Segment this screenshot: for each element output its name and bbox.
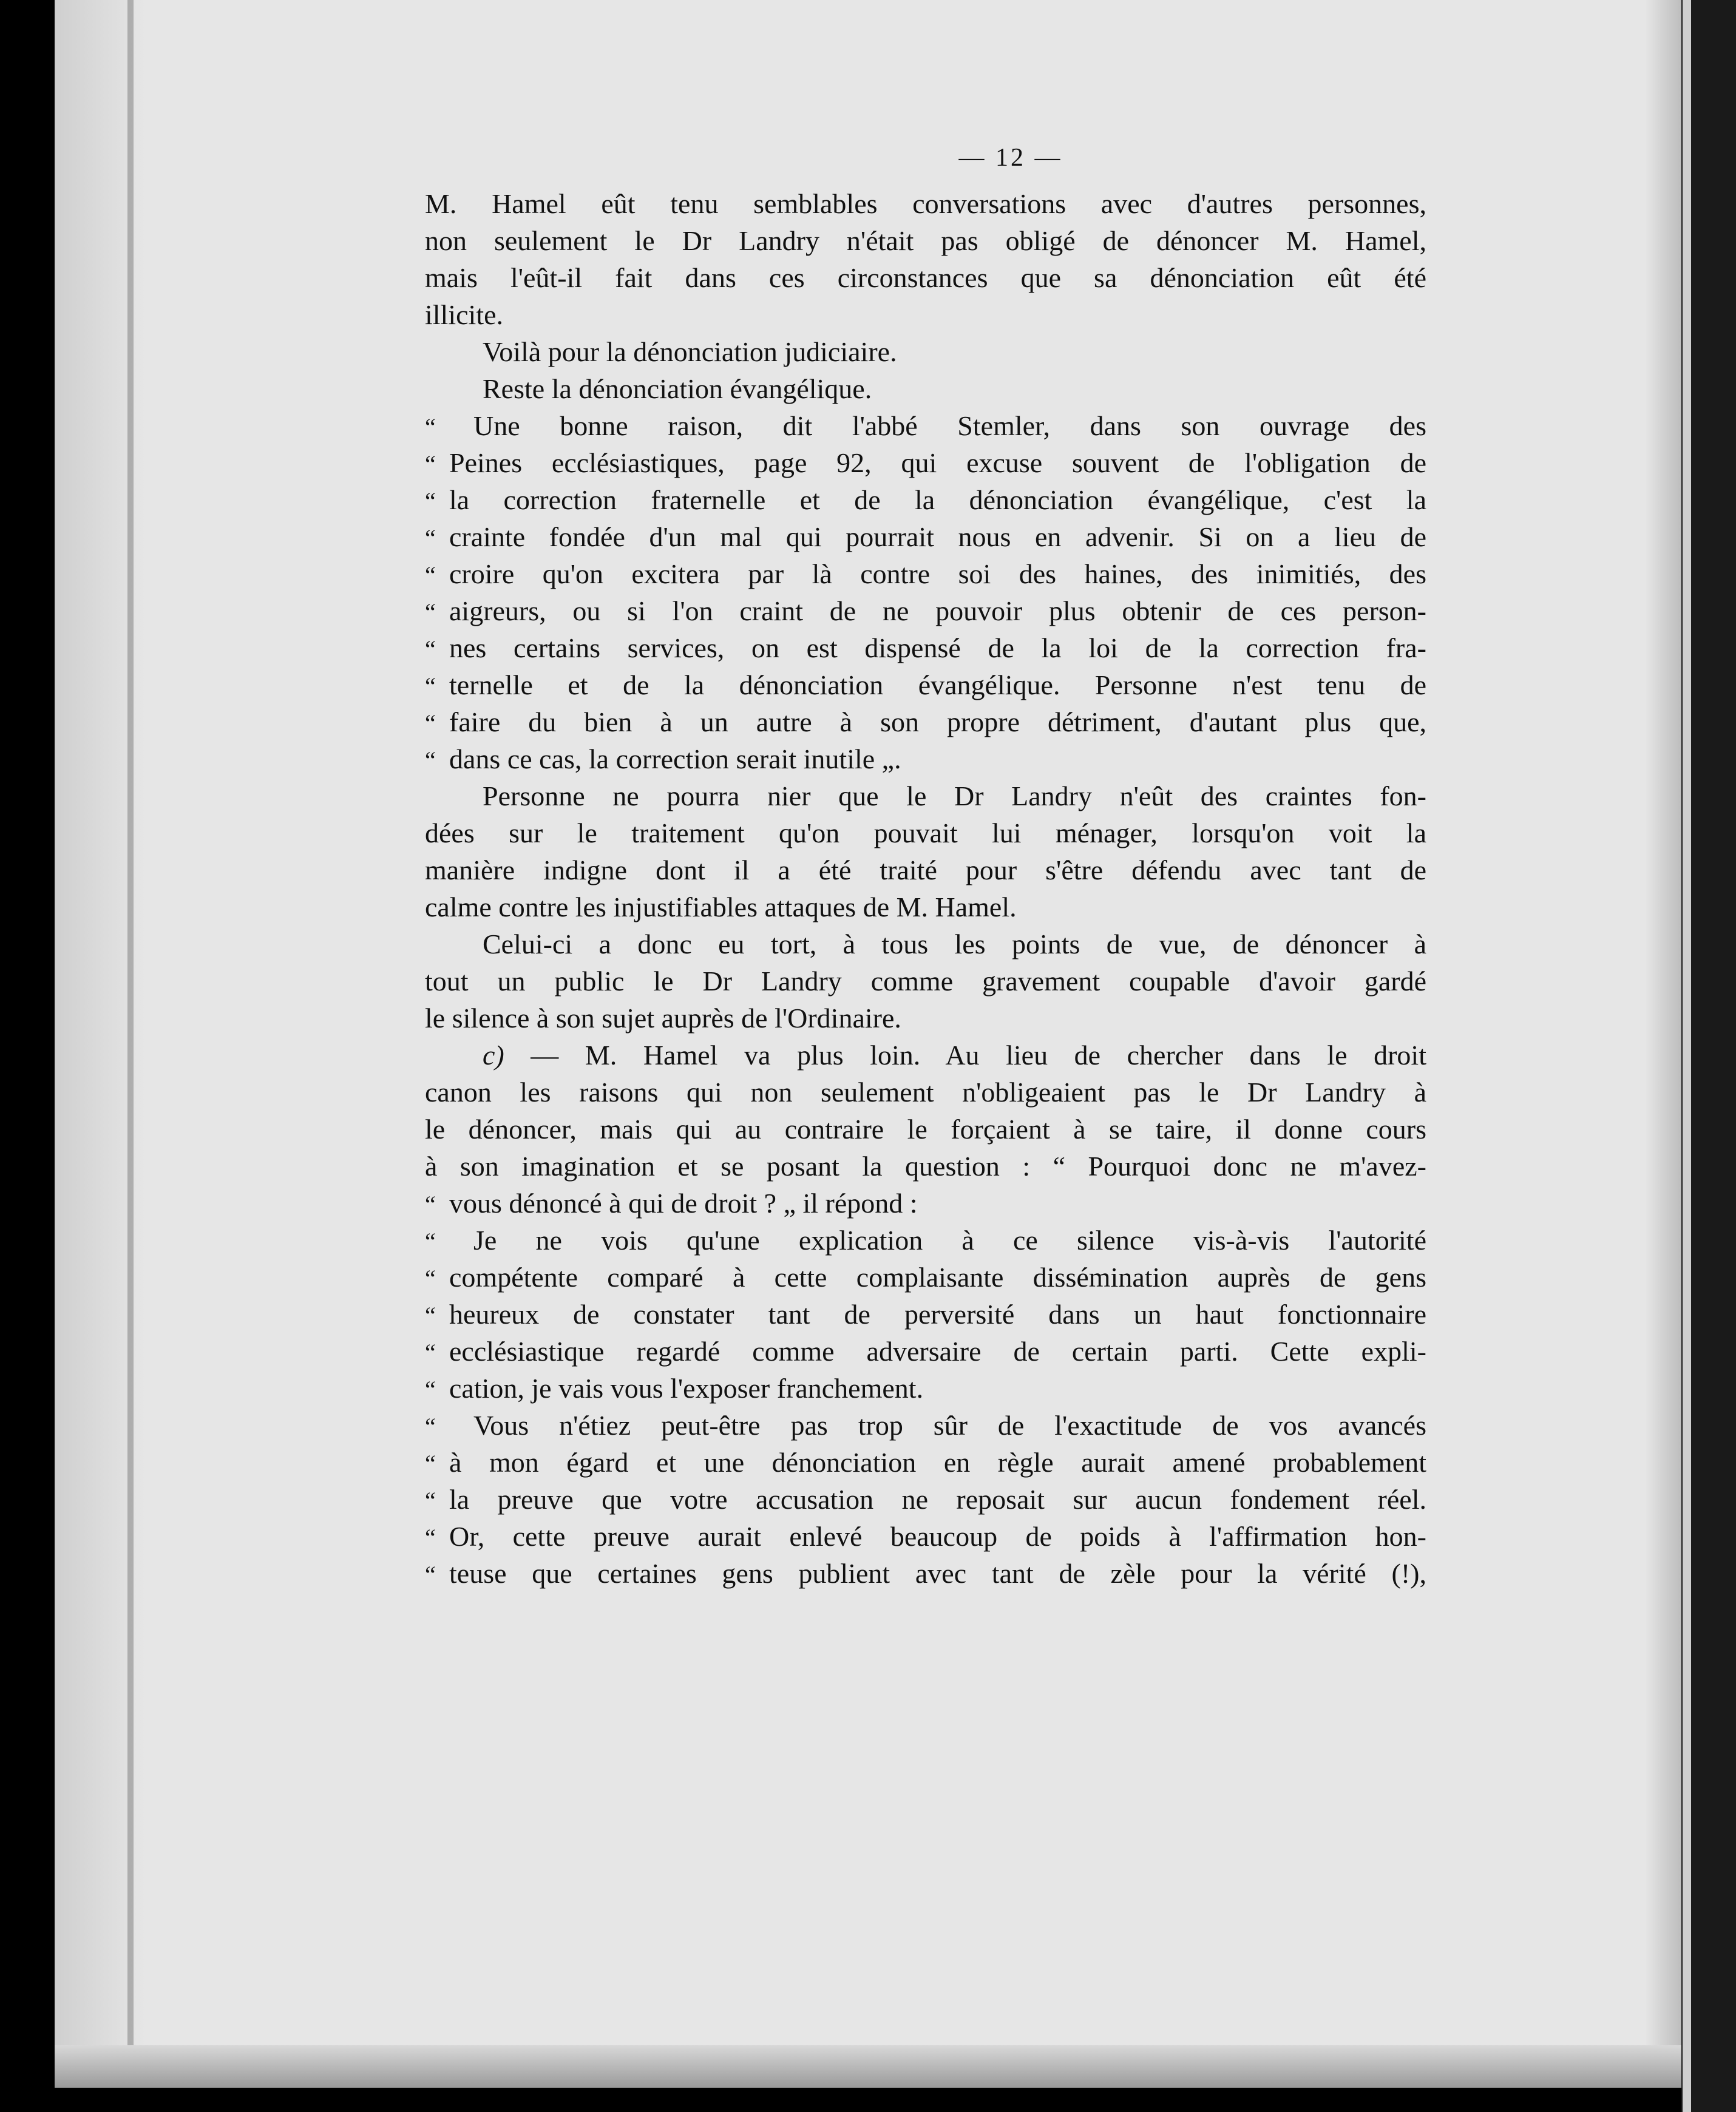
line-text: ecclésiastique regardé comme adversaire de [449, 1336, 1072, 1367]
line-text: à mon égard et une dénonciation en règle aurait amené probablement [449, 1447, 1426, 1478]
quoted-line-text [449, 1185, 1426, 1222]
line-text: vous dénoncé à qui de droit ? „ il répond : [449, 1188, 918, 1219]
quote-mark: “ [425, 709, 436, 737]
quoted-line-text [449, 629, 1426, 666]
page-edge-bottom [55, 2045, 1681, 2088]
quote-mark: “ [425, 524, 436, 552]
quote-mark: “ [425, 413, 436, 441]
line-text: dées sur le traitement qu'on pouvait lui ménager, lorsqu'on voit la [425, 817, 1426, 848]
line-text: croire qu'on excitera par là contre soi des haines, des inimitiés, des [449, 558, 1426, 589]
line-text: tout un public le Dr Landry comme gravement coupable d'avoir gardé [425, 966, 1426, 997]
line-text: à son imagination et se posant la question : “ Pourquoi donc ne m'avez- [425, 1151, 1426, 1182]
line-text: le silence à son sujet auprès de l'Ordinaire. [425, 1003, 901, 1034]
quote-mark: “ [425, 1191, 436, 1218]
quote-mark: “ [425, 1487, 436, 1514]
quoted-line-text [449, 555, 1426, 592]
text-line [425, 1000, 1426, 1037]
line-text: dissémination auprès de gens [1003, 1262, 1426, 1293]
line-text: Reste la dénonciation évangélique. [483, 373, 872, 404]
smallcaps-text: certain parti. [1071, 1336, 1238, 1367]
line-text: Je ne vois qu'une explication à ce silence vis-à-vis l'autorité [473, 1225, 1426, 1256]
quoted-line-text [449, 1555, 1426, 1592]
text-line [425, 370, 1426, 407]
line-text: illicite. [425, 299, 504, 330]
quoted-line [425, 629, 1426, 666]
line-text: non seulement le Dr Landry n'était pas obligé de dénoncer M. Hamel, [425, 225, 1426, 256]
text-line [425, 1074, 1426, 1111]
binding-edge [127, 0, 134, 2088]
line-text: aigreurs, ou si l'on craint de ne pouvoir plus obtenir de ces person- [449, 595, 1426, 626]
line-text: page 92, qui excuse souvent de l'obligation de [724, 447, 1426, 478]
quote-mark: “ [425, 598, 436, 626]
line-text: le dénoncer, mais qui au contraire le forçaient à se taire, il donne cours [425, 1114, 1426, 1145]
text-line [425, 222, 1426, 259]
quoted-line-text [449, 518, 1426, 555]
quoted-line-text [449, 1444, 1426, 1481]
quote-mark: “ [425, 1524, 436, 1551]
quoted-line [425, 1518, 1426, 1555]
line-text: Voilà pour la dénonciation judiciaire. [483, 336, 897, 367]
quoted-line [425, 592, 1426, 629]
quote-mark: “ [425, 1413, 436, 1440]
quoted-line [425, 1555, 1426, 1592]
line-text: que certaines gens publient avec tant de zèle pour la vérité (!), [506, 1558, 1426, 1589]
quote-mark: “ [425, 1376, 436, 1403]
italic-text: hon- [1375, 1521, 1426, 1552]
line-text: Une bonne raison, dit l'abbé Stemler, dans son ouvrage des [473, 410, 1426, 441]
quote-mark: “ [425, 635, 436, 663]
quote-mark: “ [425, 1561, 436, 1588]
line-text: calme contre les injustifiables attaques de M. Hamel. [425, 892, 1017, 922]
text-line [425, 296, 1426, 333]
quote-mark: “ [425, 1228, 436, 1255]
text-line [425, 1111, 1426, 1148]
italic-text: teuse [449, 1558, 507, 1589]
quoted-line [425, 407, 1426, 444]
quoted-line [425, 518, 1426, 555]
line-text: Personne ne pourra nier que le Dr Landry n'eût des craintes fon- [483, 780, 1426, 811]
text-line [425, 259, 1426, 296]
text-line [425, 851, 1426, 888]
text-line [425, 963, 1426, 1000]
quote-mark: “ [425, 561, 436, 589]
line-text: nes certains services, on est dispensé de la loi de la correction fra- [449, 632, 1426, 663]
quoted-line [425, 1370, 1426, 1407]
line-text: faire du bien à un autre à son propre détriment, d'autant plus que, [449, 706, 1426, 737]
quoted-line-text [449, 407, 1426, 444]
line-text: ternelle et de la dénonciation évangélique. Personne n'est tenu de [449, 669, 1426, 700]
quoted-line-text [449, 1296, 1426, 1333]
quoted-line [425, 1481, 1426, 1518]
line-text: manière indigne dont il a été traité pour s'être défendu avec tant de [425, 855, 1426, 885]
next-page-strip [1683, 0, 1691, 2112]
line-text: crainte fondée d'un mal qui pourrait nous en advenir. Si on a lieu de [449, 521, 1426, 552]
line-text: cation, je vais vous l'exposer franchement. [449, 1373, 924, 1404]
text-line [425, 1148, 1426, 1185]
line-text: M. Hamel eût tenu semblables conversations avec d'autres personnes, [425, 188, 1426, 219]
quote-mark: “ [425, 1302, 436, 1329]
line-text: mais l'eût-il fait dans ces circonstances que sa dénonciation eût été [425, 262, 1426, 293]
italic-text: Peines ecclésiastiques, [449, 447, 725, 478]
line-text: Cette expli- [1238, 1336, 1426, 1367]
quoted-line-text [449, 1407, 1426, 1444]
quote-mark: “ [425, 672, 436, 700]
quote-mark: “ [425, 1450, 436, 1477]
quoted-line-text [449, 1259, 1426, 1296]
quoted-line [425, 740, 1426, 777]
text-line [425, 888, 1426, 926]
text-line [425, 1037, 1426, 1074]
quote-mark: “ [425, 746, 436, 774]
line-text: dans ce cas, la correction serait inutile „. [449, 743, 901, 774]
line-text: Celui-ci a donc eu tort, à tous les points de vue, de dénoncer à [483, 929, 1426, 960]
line-text: Or, cette preuve aurait enlevé beaucoup de poids à l'affirmation [449, 1521, 1375, 1552]
quoted-line [425, 1296, 1426, 1333]
quoted-line [425, 1185, 1426, 1222]
quoted-line [425, 1259, 1426, 1296]
italic-text: complaisante [856, 1262, 1004, 1293]
quoted-line [425, 1444, 1426, 1481]
quoted-line-text [449, 592, 1426, 629]
line-text: canon les raisons qui non seulement n'obligeaient pas le Dr Landry à [425, 1077, 1426, 1108]
quoted-line [425, 1222, 1426, 1259]
quoted-line [425, 1407, 1426, 1444]
line-text: la preuve que votre accusation ne reposait sur aucun fondement réel. [449, 1484, 1426, 1515]
quoted-line-text [449, 1370, 1426, 1407]
quoted-line-text [449, 481, 1426, 518]
text-line [425, 185, 1426, 222]
line-text: compétente comparé à cette [449, 1262, 856, 1293]
quoted-line-text [449, 1333, 1426, 1370]
page-edge-right [1645, 0, 1681, 2088]
quote-mark: “ [425, 450, 436, 478]
quoted-line-text [449, 1481, 1426, 1518]
quoted-line [425, 1333, 1426, 1370]
line-text: — M. Hamel va plus loin. Au lieu de chercher dans le droit [504, 1040, 1426, 1071]
line-text: Vous n'étiez peut-être pas trop sûr de l'exactitude de vos avancés [473, 1410, 1426, 1441]
quoted-line [425, 555, 1426, 592]
line-text: la correction fraternelle et de la dénonciation évangélique, c'est la [449, 484, 1426, 515]
quoted-line [425, 444, 1426, 481]
text-lines [425, 185, 1426, 1592]
quote-mark: “ [425, 1265, 436, 1292]
text-line [425, 926, 1426, 963]
quote-mark: “ [425, 487, 436, 515]
quoted-line [425, 666, 1426, 703]
quoted-line-text [449, 740, 1426, 777]
quoted-line-text [449, 1518, 1426, 1555]
quoted-line-text [449, 703, 1426, 740]
line-text: heureux de constater tant de perversité dans un haut fonctionnaire [449, 1299, 1426, 1330]
text-line [425, 777, 1426, 814]
quoted-line-text [449, 444, 1426, 481]
quoted-line-text [449, 666, 1426, 703]
text-line [425, 333, 1426, 370]
quoted-line [425, 481, 1426, 518]
page-number: — 12 — [958, 144, 1063, 172]
body-text [425, 140, 1426, 1592]
italic-text: c) [483, 1040, 504, 1071]
quote-mark: “ [425, 1339, 436, 1366]
quoted-line-text [449, 1222, 1426, 1259]
text-line [425, 814, 1426, 851]
quoted-line [425, 703, 1426, 740]
